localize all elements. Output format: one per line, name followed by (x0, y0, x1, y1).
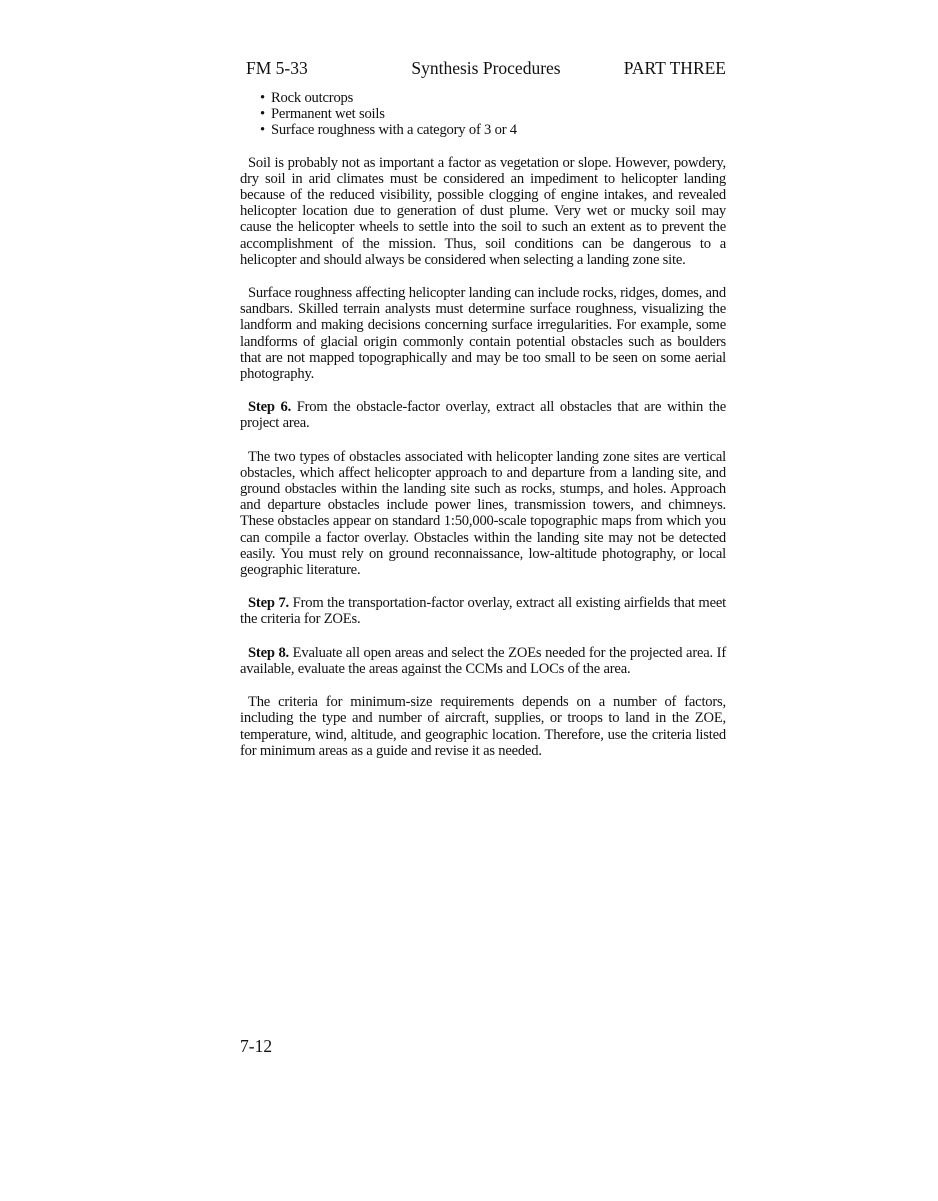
step-6-paragraph (240, 399, 726, 431)
step-7-text: From the transportation-factor overlay, extract all existing airfields that meet the criteria for ZOEs. (240, 595, 726, 628)
step-8-text: Evaluate all open areas and select the ZOEs needed for the projected area. If available, evaluate the areas against the CCMs and LOCs of the area. (240, 644, 726, 677)
step-7-paragraph (240, 595, 726, 627)
part-label: PART THREE (623, 58, 726, 78)
page-body (240, 90, 726, 776)
criteria-bullet-list (240, 90, 726, 139)
list-item: • Surface roughness with a category of 3 or 4 (260, 122, 726, 138)
step-8-label: Step 8. (248, 644, 289, 661)
step-7-label: Step 7. (248, 595, 289, 612)
step-6-text: From the obstacle-factor overlay, extract all obstacles that are within the project area. (240, 399, 727, 432)
step-6-label: Step 6. (248, 399, 292, 416)
step-8-paragraph (240, 645, 726, 677)
chapter-title: Synthesis Procedures (411, 58, 561, 78)
surface-roughness-paragraph: Surface roughness affecting helicopter landing can include rocks, ridges, domes, and sandbars. Skilled terrain analysts must determine surface roughness, visualizing the landform and making decisions concerning surface irregularities. For example, some landforms of glacial origin commonly contain potential obstacles such as boulders that are not mapped topographically and may be too small to be seen on some aerial photography. (240, 285, 726, 383)
list-item: • Permanent wet soils (260, 106, 726, 122)
criteria-paragraph: The criteria for minimum-size requirements depends on a number of factors, including the type and number of aircraft, supplies, or troops to land in the ZOE, temperature, wind, altitude, and geographic location. Therefore, use the criteria listed for minimum areas as a guide and revise it as needed. (240, 694, 726, 759)
page-number: 7-12 (240, 1036, 273, 1056)
manual-number: FM 5-33 (246, 58, 308, 78)
soil-paragraph: Soil is probably not as important a factor as vegetation or slope. However, powdery, dry soil in arid climates must be considered an impediment to helicopter landing because of the reduced visibility, possible clogging of engine intakes, and revealed helicopter location due to generation of dust plume. Very wet or mucky soil may cause the helicopter wheels to settle into the soil to such an extent as to prevent the accomplishment of the mission. Thus, soil conditions can be dangerous to a helicopter and should always be considered when selecting a landing zone site. (240, 154, 726, 268)
running-header (246, 58, 726, 84)
obstacles-paragraph: The two types of obstacles associated with helicopter landing zone sites are vertical obstacles, which affect helicopter approach to and departure from a landing site, and ground obstacles within the landing site such as rocks, stumps, and holes. Approach and departure obstacles include power lines, transmission towers, and chimneys. These obstacles appear on standard 1:50,000-scale topographic maps from which you can compile a factor overlay. Obstacles within the landing site may not be detected easily. You must rely on ground reconnaissance, low-altitude photography, or local geographic literature. (240, 448, 726, 579)
list-item: • Rock outcrops (260, 90, 726, 106)
